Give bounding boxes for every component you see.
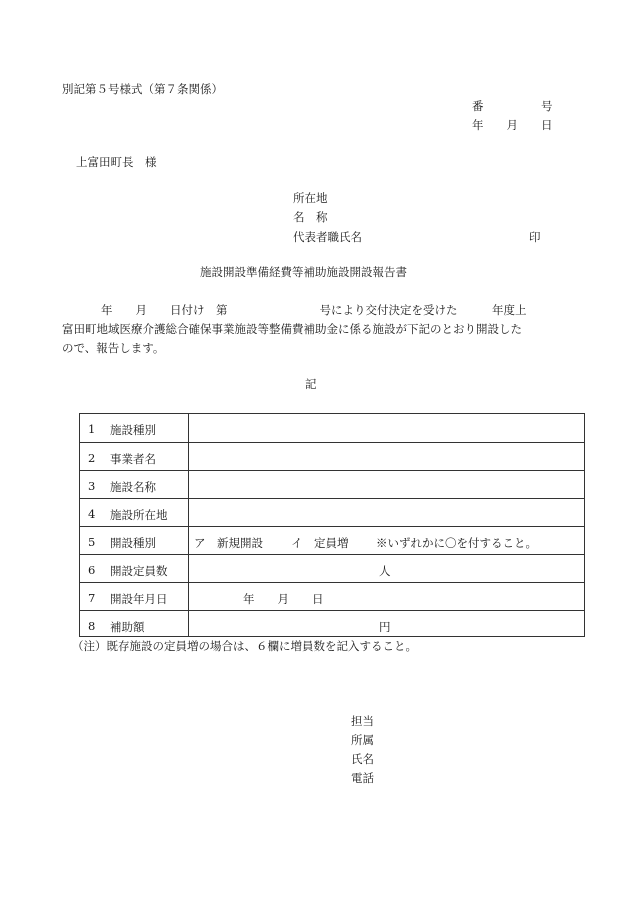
table-row: [80, 582, 584, 610]
row-label: 開設定員数: [110, 564, 168, 578]
body-line-2: 富田町地域医療介護総合確保事業施設等整備費補助金に係る施設が下記のとおり開設した: [62, 322, 522, 336]
option-note: ※いずれかに〇を付すること。: [376, 536, 537, 550]
row-number: 8: [88, 619, 96, 633]
document-date: 年 月 日: [472, 118, 553, 132]
contact-name-label: 氏名: [351, 752, 374, 766]
row-number: 4: [88, 507, 96, 521]
contact-person-label: 担当: [351, 714, 374, 728]
row-label: 事業者名: [110, 452, 156, 466]
table-row: [80, 442, 584, 470]
table-row: [80, 414, 584, 442]
name-label: 名 称: [293, 210, 328, 224]
contact-department-label: 所属: [351, 733, 374, 747]
table-row: [80, 498, 584, 526]
row-label: 開設年月日: [110, 592, 168, 606]
row-number: 2: [88, 451, 96, 465]
form-id: 別記第５号様式（第７条関係）: [62, 82, 223, 96]
row-number: 5: [88, 535, 96, 549]
option-capacity-increase: イ 定員増: [291, 536, 349, 550]
subsidy-unit: 円: [379, 620, 391, 634]
location-label: 所在地: [293, 191, 328, 205]
footnote: （注）既存施設の定員増の場合は、６欄に増員数を記入すること。: [72, 639, 417, 653]
representative-label: 代表者職氏名: [293, 230, 362, 244]
option-new-opening: ア 新規開設: [194, 536, 263, 550]
contact-phone-label: 電話: [351, 771, 374, 785]
report-table: [79, 413, 585, 637]
capacity-unit: 人: [379, 564, 391, 578]
ki-heading: 記: [305, 377, 317, 391]
seal-mark: 印: [529, 230, 541, 244]
row-label: 施設所在地: [110, 508, 168, 522]
opening-date: 年 月 日: [243, 592, 324, 606]
row-label: 施設種別: [110, 423, 156, 437]
table-row: [80, 610, 584, 638]
table-row: [80, 526, 584, 554]
row-number: 6: [88, 563, 96, 577]
document-number: 番 号: [472, 99, 553, 113]
body-line-1: 年 月 日付け 第 号により交付決定を受けた 年度上: [101, 303, 527, 317]
addressee: 上富田町長 様: [76, 155, 157, 169]
row-number: 1: [88, 422, 96, 436]
document-title: 施設開設準備経費等補助施設開設報告書: [200, 265, 407, 279]
row-label: 補助額: [110, 620, 145, 634]
row-number: 3: [88, 479, 96, 493]
row-label: 開設種別: [110, 536, 156, 550]
table-row: [80, 470, 584, 498]
row-number: 7: [88, 591, 96, 605]
body-line-3: ので、報告します。: [62, 341, 165, 355]
row-label: 施設名称: [110, 480, 156, 494]
table-row: [80, 554, 584, 582]
